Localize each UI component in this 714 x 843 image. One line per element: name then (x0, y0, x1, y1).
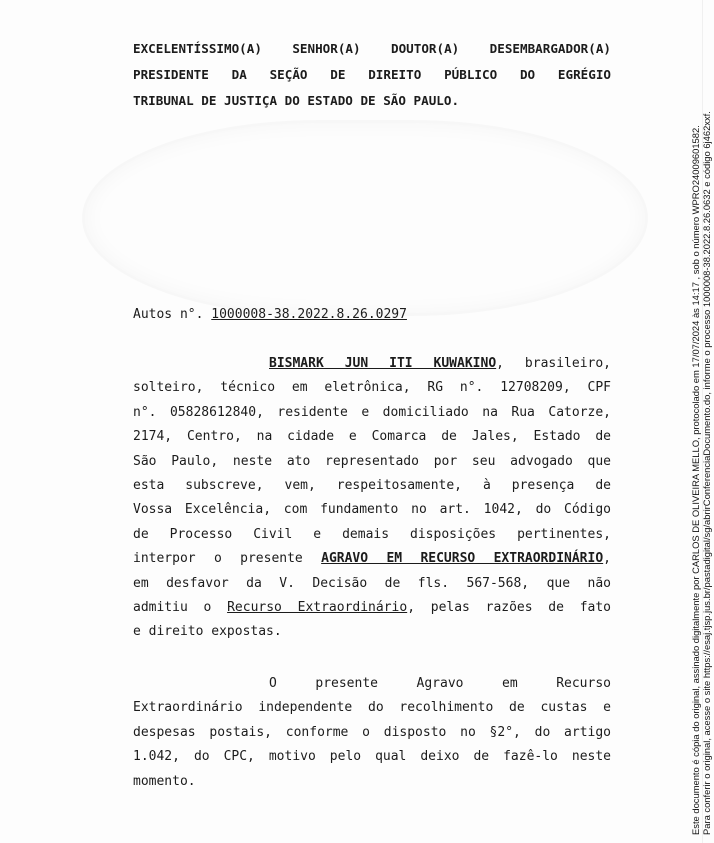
petition-paragraph-2 (133, 672, 611, 794)
paragraph-line: e direito expostas. (133, 624, 282, 640)
paragraph-line: momento. (133, 773, 196, 789)
paragraph-line: n°. 05828612840, residente e domiciliado na Rua Catorze, (133, 404, 611, 420)
paragraph-line: 1.042, do CPC, motivo pelo qual deixo de fazê-lo neste (133, 749, 611, 765)
header-line: PRESIDENTE DA SEÇÃO DE DIREITO PÚBLICO DO EGRÉGIO (133, 67, 611, 82)
paragraph-line: São Paulo, neste ato representado por seu advogado que (133, 453, 611, 469)
paragraph-line: esta subscreve, vem, respeitosamente, à presença de (133, 478, 611, 494)
case-number-label: Autos n°. (133, 307, 212, 322)
paragraph-line: O presente Agravo em Recurso (269, 676, 611, 691)
party-name: BISMARK JUN ITI KUWAKINO (269, 356, 497, 371)
case-number (133, 305, 407, 325)
digital-signature-stamp (690, 0, 712, 843)
paragraph-line: de Processo Civil e demais disposições pertinentes, (133, 526, 611, 542)
watermark-seal (82, 120, 648, 316)
paragraph-line: despesas postais, conforme o disposto no §2°, do artigo (133, 724, 611, 740)
addressee-header (133, 36, 611, 114)
paragraph-line: em desfavor da V. Decisão de fls. 567-568, que não (133, 575, 611, 591)
paragraph-line: Extraordinário independente do recolhimento de custas e (133, 700, 611, 716)
paragraph-line: BISMARK JUN ITI KUWAKINO, brasileiro, (269, 356, 612, 371)
header-line: TRIBUNAL DE JUSTIÇA DO ESTADO DE SÃO PAULO. (133, 93, 460, 108)
paragraph-line: 2174, Centro, na cidade e Comarca de Jales, Estado de (133, 429, 611, 445)
paragraph-line: interpor o presente AGRAVO EM RECURSO EXTRAORDINÁRIO, (133, 551, 611, 567)
paragraph-line: admitiu o Recurso Extraordinário, pelas razões de fato (133, 600, 611, 616)
case-number-value: 1000008-38.2022.8.26.0297 (211, 307, 407, 322)
header-line: EXCELENTÍSSIMO(A) SENHOR(A) DOUTOR(A) DESEMBARGADOR(A) (133, 41, 611, 56)
stamp-line: Para conferir o original, acesse o site https://esaj.tjsp.jus.br/pastadigital/sg/abrirConferenciaDocumento.do, informe o processo 1000008-38.2022.8.26.0632 e código 6j462xxf. (701, 111, 712, 835)
stamp-line: Este documento é cópia do original, assinado digitalmente por CARLOS DE OLIVEIRA MELLO, protocolado em 17/07/2024 às 14:17 , sob o número WPRO24009601582. (690, 125, 701, 835)
appeal-title: AGRAVO EM RECURSO EXTRAORDINÁRIO (321, 551, 604, 567)
petition-paragraph-1 (133, 352, 611, 645)
recurso-reference: Recurso Extraordinário (227, 600, 408, 616)
paragraph-line: Vossa Excelência, com fundamento no art. 1042, do Código (133, 502, 611, 518)
paragraph-line: solteiro, técnico em eletrônica, RG n°. 12708209, CPF (133, 380, 611, 396)
